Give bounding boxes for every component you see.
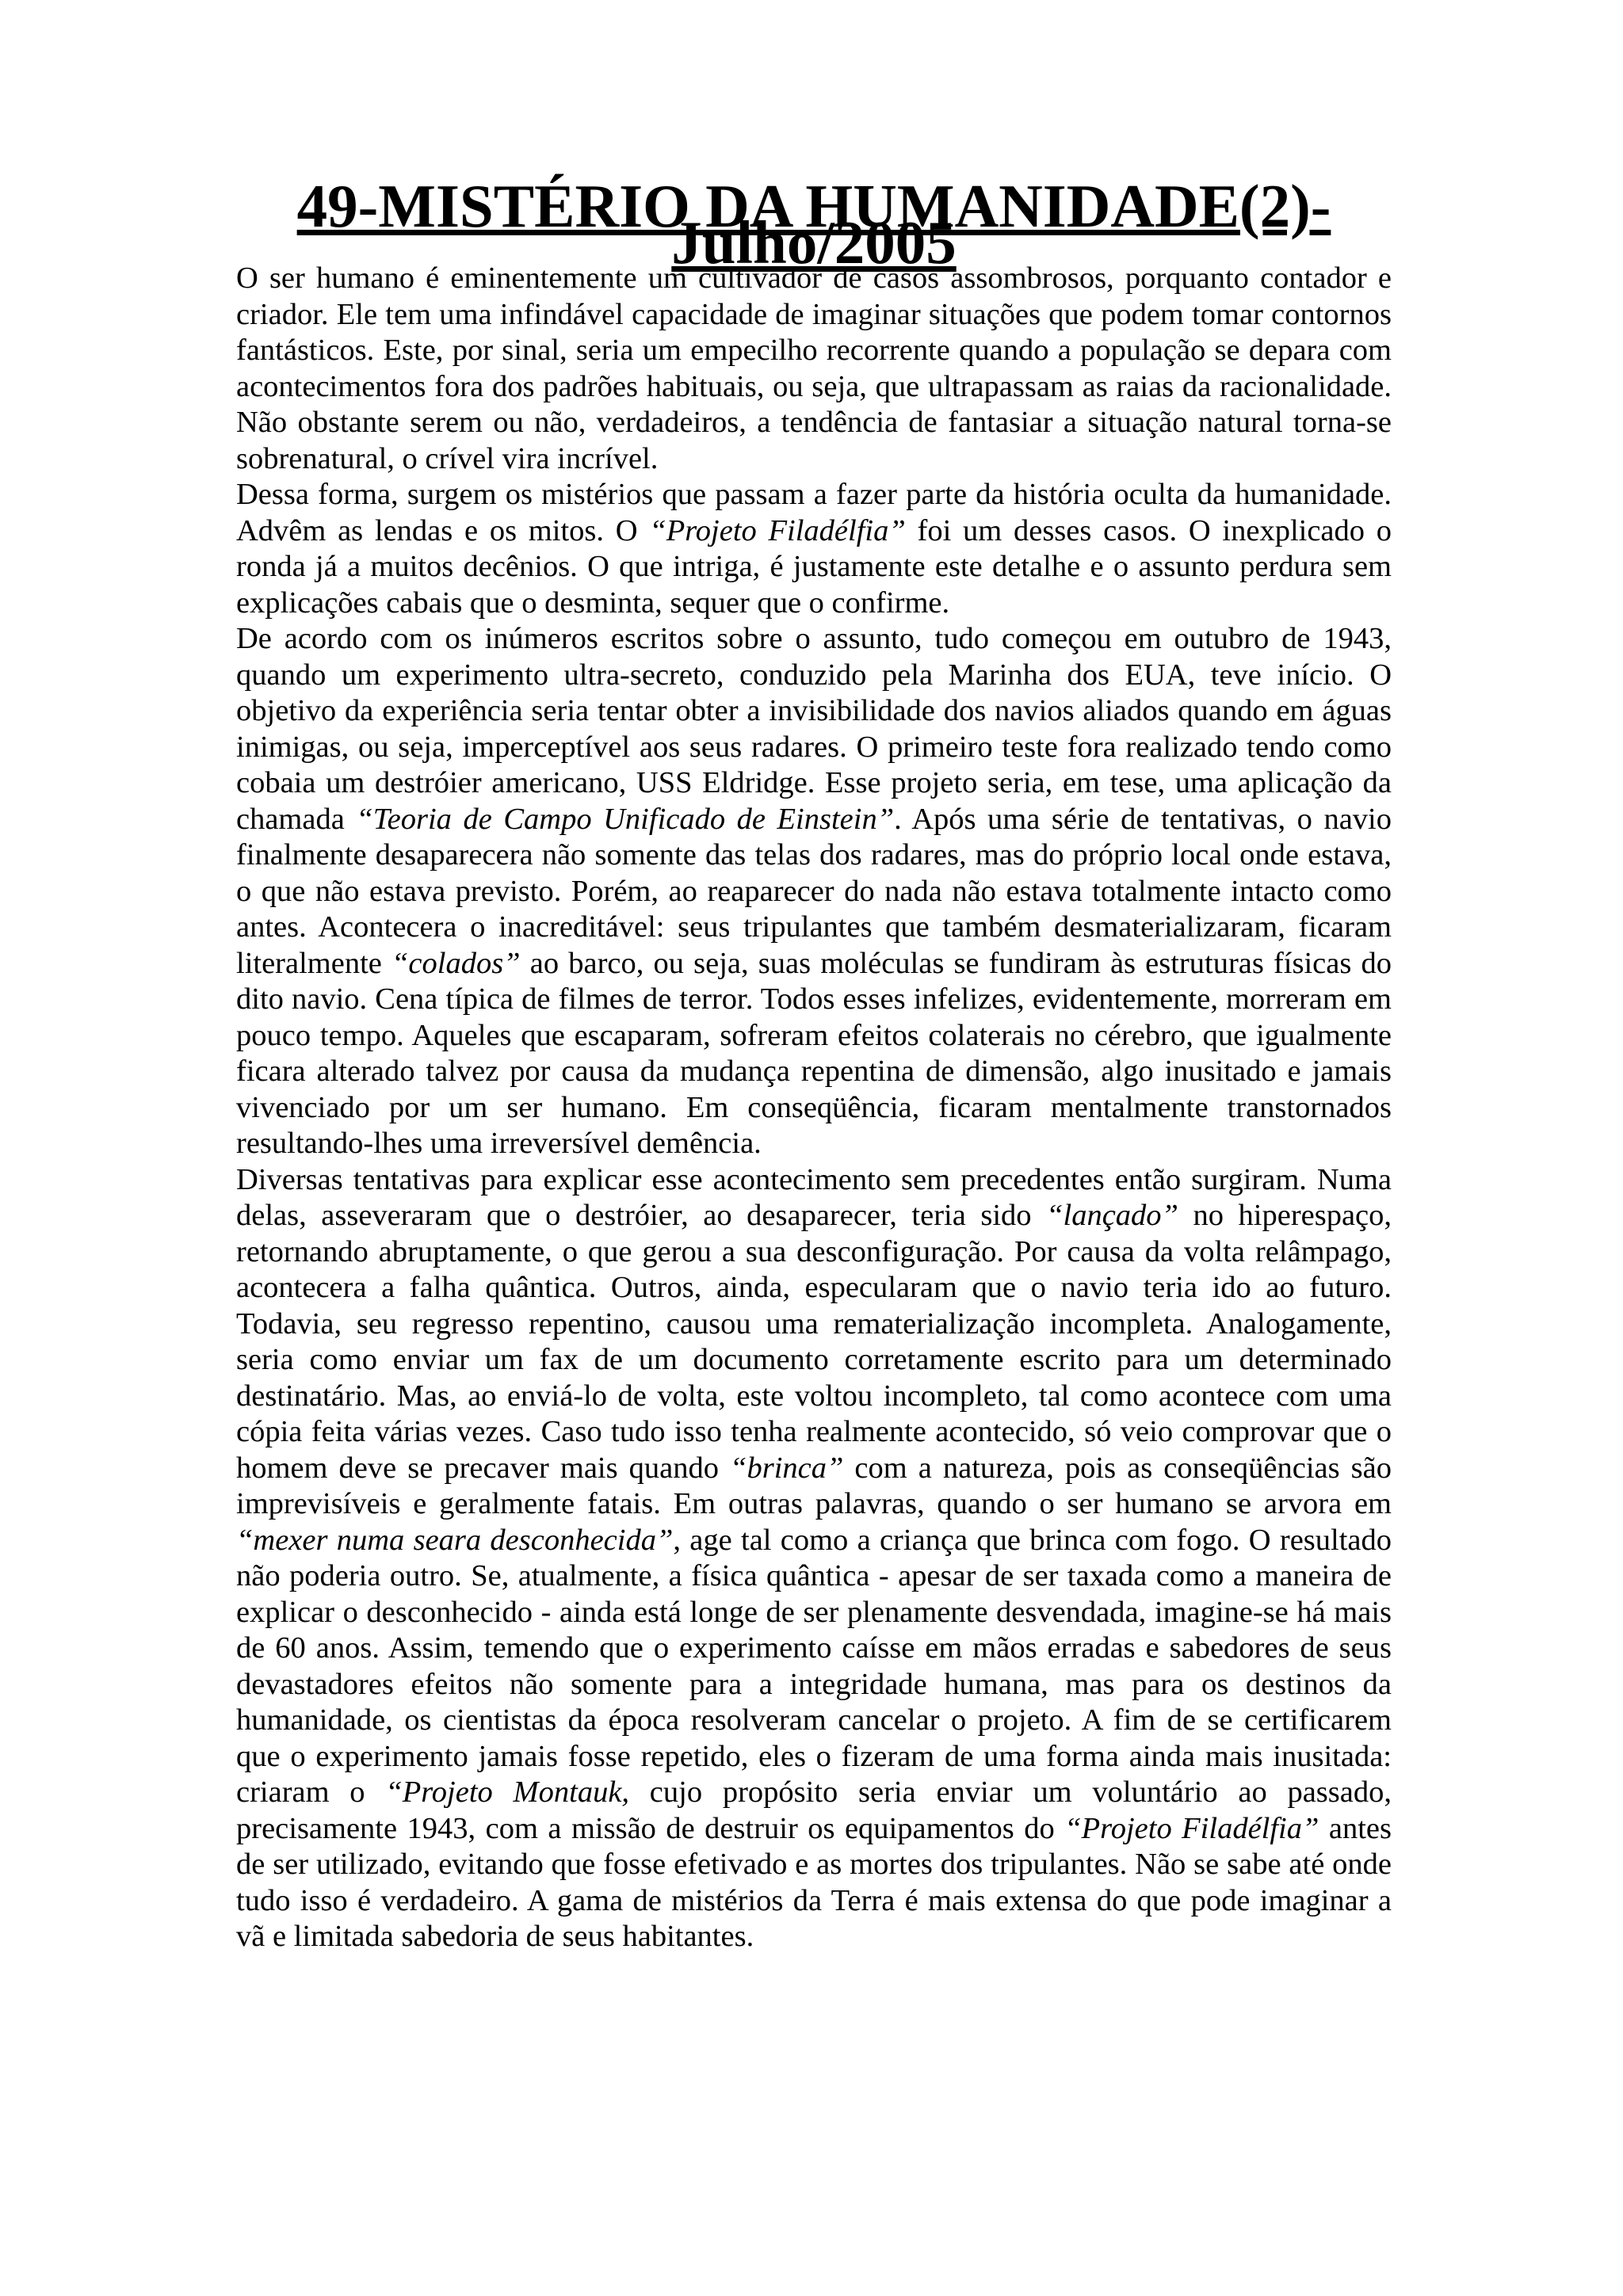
paragraph-text: . Após uma série de tentativas, o navio finalmente desaparecera não somente das telas dos radares, mas do próprio local onde estava, o que não estava previsto. Porém, ao reaparecer do nada não estava totalmente intacto como antes. Acontecera o inacreditável: seus tripulantes que também desmaterializaram, ficaram literalmente xyxy=(236,802,1392,980)
paragraph-text: foi um desses casos. O inexplicado o ronda já a muitos decênios. O que intriga, é justamente este detalhe e o assunto perdura sem explicações cabais que o desminta, sequer que o confirme. xyxy=(236,513,1392,620)
paragraph-text: ao barco, ou seja, suas moléculas se fundiram às estruturas físicas do dito navio. Cena típica de filmes de terror. Todos esses infelizes, evidentemente, morreram em pouco tempo. Aqueles que escaparam, sofreram efeitos colaterais no cérebro, que igualmente ficara alterado talvez por causa da mudança repentina de dimensão, algo inusitado e jamais vivenciado por um ser humano. Em conseqüência, ficaram mentalmente transtornados resultando-lhes uma irreversível demência. xyxy=(236,946,1392,1160)
italic-quote: “Projeto Filadélfia” xyxy=(649,513,906,547)
paragraph xyxy=(236,261,1392,477)
paragraph-text: Diversas tentativas para explicar esse acontecimento sem precedentes então surgiram. Numa delas, asseveraram que o destróier, ao desaparecer, teria sido xyxy=(236,1162,1392,1232)
paragraph xyxy=(236,1162,1392,1955)
italic-quote: “lançado” xyxy=(1046,1199,1178,1232)
document-title: 49-MISTÉRIO DA HUMANIDADE(2)-Julho/2005 xyxy=(296,172,1331,277)
italic-quote: “Projeto Filadélfia” xyxy=(1064,1811,1319,1845)
paragraph-text: O ser humano é eminentemente um cultivador de casos assombrosos, porquanto contador e criador. Ele tem uma infindável capacidade de imaginar situações que podem tomar contornos fantásticos. Este, por sinal, seria um empecilho recorrente quando a população se depara com acontecimentos fora dos padrões habituais, ou seja, que ultrapassam as raias da racionalidade. Não obstante serem ou não, verdadeiros, a tendência de fantasiar a situação natural torna-se sobrenatural, o crível vira incrível. xyxy=(236,261,1392,475)
italic-quote: “colados” xyxy=(391,946,521,980)
paragraph-text: no hiperespaço, retornando abruptamente, o que gerou a sua desconfiguração. Por causa da volta relâmpago, acontecera a falha quântica. Outros, ainda, especularam que o navio teria ido ao futuro. Todavia, seu regresso repentino, causou uma rematerialização incompleta. Analogamente, seria como enviar um fax de um documento corretamente escrito para um determinado destinatário. Mas, ao enviá-lo de volta, este voltou incompleto, tal como acontece com uma cópia feita várias vezes. Caso tudo isso tenha realmente acontecido, só veio comprovar que o homem deve se precaver mais quando xyxy=(236,1199,1392,1485)
italic-quote: “Projeto Montauk, xyxy=(385,1775,630,1809)
paragraph-text: com a natureza, pois as conseqüências são imprevisíveis e geralmente fatais. Em outras palavras, quando o ser humano se arvora em xyxy=(236,1451,1392,1520)
paragraph-list xyxy=(236,261,1392,1955)
italic-quote: “Teoria de Campo Unificado de Einstein” xyxy=(356,802,895,836)
italic-quote: “mexer numa seara desconhecida” xyxy=(236,1523,674,1557)
italic-quote: “brinca” xyxy=(730,1451,844,1485)
paragraph-text: De acordo com os inúmeros escritos sobre o assunto, tudo começou em outubro de 1943, quando um experimento ultra-secreto, conduzido pela Marinha dos EUA, teve início. O objetivo da experiência seria tentar obter a invisibilidade dos navios aliados quando em águas inimigas, ou seja, imperceptível aos seus radares. O primeiro teste fora realizado tendo como cobaia um destróier americano, USS Eldridge. Esse projeto seria, em tese, uma aplicação da chamada xyxy=(236,622,1392,836)
document-body xyxy=(236,172,1392,1955)
paragraph-text: Dessa forma, surgem os mistérios que passam a fazer parte da história oculta da humanidade. Advêm as lendas e os mitos. O xyxy=(236,478,1392,547)
paragraph-text: antes de ser utilizado, evitando que fosse efetivado e as mortes dos tripulantes. Não se sabe até onde tudo isso é verdadeiro. A gama de mistérios da Terra é mais extensa do que pode imaginar a vã e limitada sabedoria de seus habitantes. xyxy=(236,1811,1392,1953)
paragraph xyxy=(236,621,1392,1162)
paragraph xyxy=(236,477,1392,621)
paragraph-text: , age tal como a criança que brinca com fogo. O resultado não poderia outro. Se, atualmente, a física quântica - apesar de ser taxada como a maneira de explicar o desconhecido - ainda está longe de ser plenamente desvendada, imagine-se há mais de 60 anos. Assim, temendo que o experimento caísse em mãos erradas e sabedores de seus devastadores efeitos não somente para a integridade humana, mas para os destinos da humanidade, os cientistas da época resolveram cancelar o projeto. A fim de se certificarem que o experimento jamais fosse repetido, eles o fizeram de uma forma ainda mais inusitada: criaram o xyxy=(236,1523,1392,1809)
paragraph-text: cujo propósito seria enviar um voluntário ao passado, precisamente 1943, com a missão de destruir os equipamentos do xyxy=(236,1775,1392,1845)
